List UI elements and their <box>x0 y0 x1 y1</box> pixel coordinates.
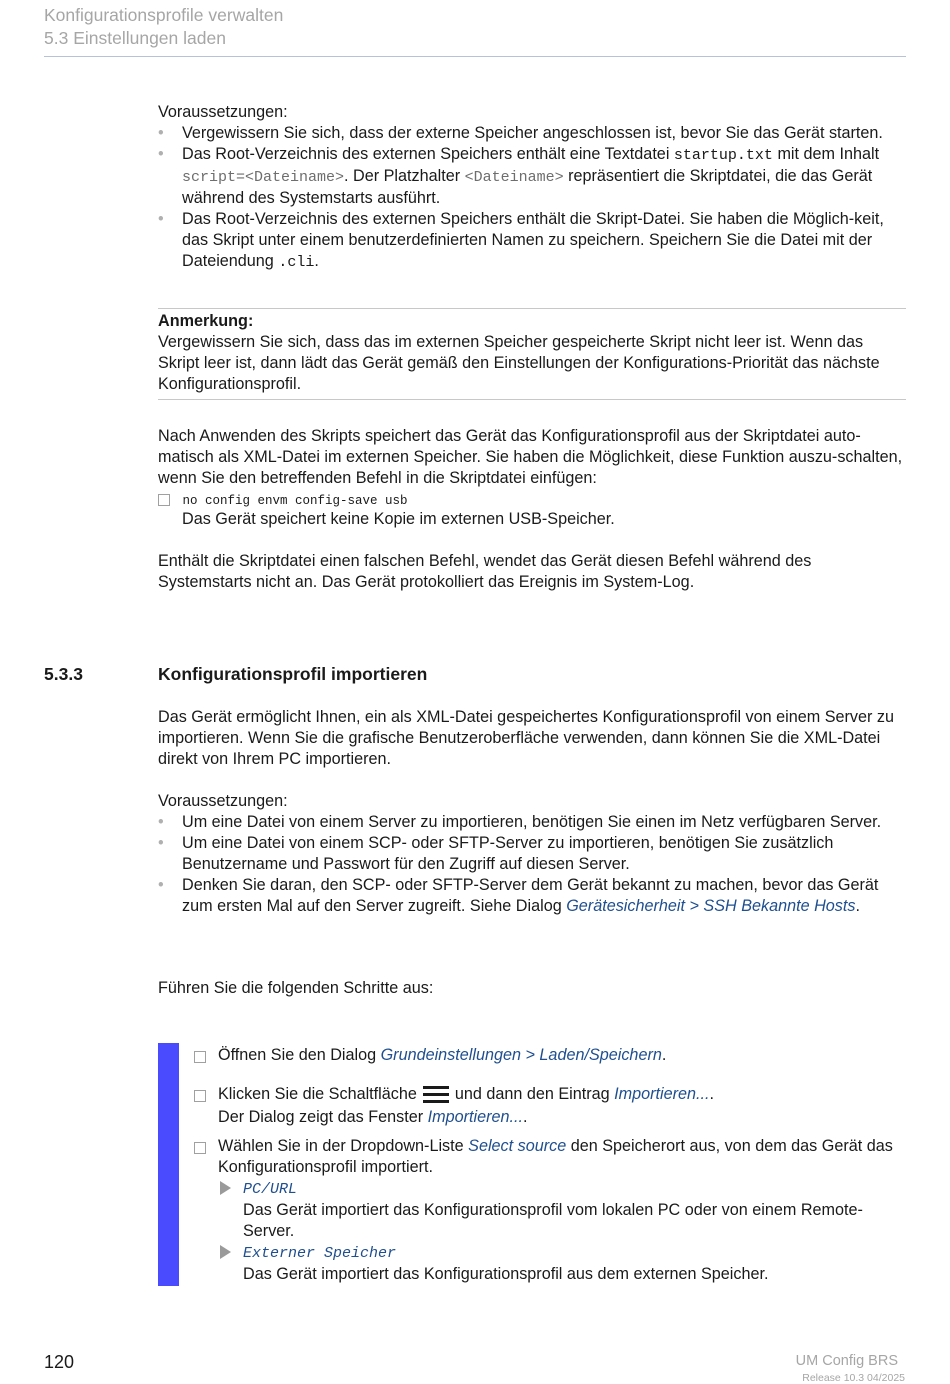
step-3 <box>194 1136 906 1285</box>
bullet-icon: • <box>158 813 164 831</box>
paragraph-text: Nach Anwenden des Skripts speichert das Gerät das Konfigurationsprofil aus der Skriptdatei auto-matisch als XML-Datei im externen Speicher. Sie haben die Möglichkeit, diese Funktion auszu-schalten, wenn Sie den betreffenden Befehl in die Skriptdatei einfügen: <box>158 427 903 487</box>
option-description: Das Gerät importiert das Konfigurationsprofil aus dem externen Speicher. <box>243 1265 769 1283</box>
list-item <box>158 209 908 273</box>
checkbox-icon <box>158 494 170 506</box>
text-span: . <box>855 897 860 915</box>
code-startup-txt: startup.txt <box>673 147 773 164</box>
wrong-command-paragraph <box>158 551 908 593</box>
text-span: und dann den Eintrag <box>454 1085 615 1103</box>
triangle-right-icon <box>220 1181 231 1195</box>
select-source-dropdown[interactable]: Select source <box>468 1137 567 1155</box>
code-script-content: script=<Dateiname> <box>182 169 345 186</box>
list-item-text: Um eine Datei von einem SCP- oder SFTP-Server zu importieren, benötigen Sie zusätzlich Benutzername und Passwort für den Zugriff auf diesen Server. <box>182 834 834 873</box>
bullet-icon: • <box>158 834 164 852</box>
text-span: Denken Sie daran, den SCP- oder SFTP-Server dem Gerät bekannt zu machen, bevor das Gerät zum ersten Mal auf den Server zugreift. Siehe Dialog <box>182 876 879 915</box>
prerequisites-title: Voraussetzungen: <box>158 792 288 810</box>
step-1 <box>194 1045 906 1066</box>
bullet-icon: • <box>158 210 164 228</box>
import-window-link[interactable]: Importieren... <box>427 1108 524 1126</box>
text-span: Das Root-Verzeichnis des externen Speichers enthält eine Textdatei <box>182 145 674 163</box>
header-divider <box>44 56 906 57</box>
list-item-text: Um eine Datei von einem Server zu importieren, benötigen Sie einen im Netz verfügbaren Server. <box>182 813 882 831</box>
note-bottom-rule <box>158 399 906 400</box>
procedure-sidebar-bar <box>158 1043 179 1286</box>
section-number: 5.3.3 <box>44 664 83 684</box>
text-span: mit dem Inhalt <box>772 145 880 163</box>
checkbox-icon <box>194 1051 206 1063</box>
command-code: no config envm config-save usb <box>182 494 408 508</box>
hamburger-menu-icon[interactable] <box>423 1086 449 1104</box>
command-line <box>158 490 408 509</box>
list-item <box>158 833 908 875</box>
list-item <box>158 875 908 917</box>
text-span: . Der Platzhalter <box>344 167 465 185</box>
after-script-paragraph <box>158 426 908 489</box>
prerequisites-block-1 <box>158 102 908 273</box>
bullet-icon: • <box>158 145 164 163</box>
checkbox-icon <box>194 1142 206 1154</box>
bullet-icon: • <box>158 124 164 142</box>
page-number: 120 <box>44 1352 75 1372</box>
option-name: Externer Speicher <box>243 1245 397 1262</box>
step-2 <box>194 1084 906 1128</box>
triangle-right-icon <box>220 1245 231 1259</box>
text-span: Öffnen Sie den Dialog <box>218 1046 381 1064</box>
option-external-storage <box>218 1242 906 1285</box>
section-intro <box>158 707 908 770</box>
list-item-text: Vergewissern Sie sich, dass der externe Speicher angeschlossen ist, bevor Sie das Gerät starten. <box>182 124 883 142</box>
bullet-icon: • <box>158 876 164 894</box>
footer-release: Release 10.3 04/2025 <box>802 1372 905 1384</box>
section-title: Konfigurationsprofil importieren <box>158 664 428 684</box>
footer-document-name: UM Config BRS <box>795 1353 898 1369</box>
text-span: . <box>523 1108 528 1126</box>
text-span: Klicken Sie die Schaltfläche <box>218 1085 417 1103</box>
checkbox-icon <box>194 1090 206 1102</box>
prerequisites-list <box>158 812 908 917</box>
option-name: PC/URL <box>243 1181 298 1198</box>
command-description: Das Gerät speichert keine Kopie im externen USB-Speicher. <box>182 510 615 528</box>
text-span: Wählen Sie in der Dropdown-Liste <box>218 1137 469 1155</box>
import-entry-link[interactable]: Importieren... <box>614 1085 710 1103</box>
running-header-section: 5.3 Einstellungen laden <box>44 28 226 48</box>
list-item <box>158 123 908 144</box>
text-span: . <box>709 1085 715 1103</box>
code-placeholder: <Dateiname> <box>464 169 564 186</box>
text-span: den Speicherort aus, von dem das Gerät das Konfigurationsprofil importiert. <box>218 1137 893 1176</box>
option-description: Das Gerät importiert das Konfigurationsprofil vom lokalen PC oder von einem Remote-Server. <box>243 1201 863 1240</box>
text-span: . <box>314 252 319 270</box>
steps-intro: Führen Sie die folgenden Schritte aus: <box>158 979 434 997</box>
basic-settings-load-save-link[interactable]: Grundeinstellungen > Laden/Speichern <box>380 1046 662 1064</box>
paragraph-text: Das Gerät ermöglicht Ihnen, ein als XML-Datei gespeichertes Konfigurationsprofil von einem Server zu importieren. Wenn Sie die grafische Benutzeroberfläche verwenden, dann können Sie die XML-Datei direkt von Ihrem PC importieren. <box>158 708 894 768</box>
code-cli-extension: .cli <box>278 254 315 271</box>
text-span: repräsentiert die Skriptdatei, die das Gerät während des Systemstarts ausführt. <box>182 167 873 207</box>
note-top-rule <box>158 308 906 309</box>
prerequisites-block-2 <box>158 791 908 917</box>
prerequisites-list <box>158 123 908 273</box>
text-span: Der Dialog zeigt das Fenster <box>218 1108 428 1126</box>
list-item <box>158 144 908 209</box>
prerequisites-title: Voraussetzungen: <box>158 103 288 121</box>
note-title: Anmerkung: <box>158 312 254 330</box>
note-text: Vergewissern Sie sich, dass das im externen Speicher gespeicherte Skript nicht leer ist. Wenn das Skript leer ist, dann lädt das Gerät gemäß den Einstellungen der Konfigurations-Priorität das nächste Konfigurationsprofil. <box>158 333 880 393</box>
note-block <box>158 311 906 395</box>
text-span: . <box>661 1046 667 1064</box>
paragraph-text: Enthält die Skriptdatei einen falschen Befehl, wendet das Gerät diesen Befehl während des Systemstarts nicht an. Das Gerät protokolliert das Ereignis im System-Log. <box>158 552 812 591</box>
ssh-known-hosts-link[interactable]: Gerätesicherheit > SSH Bekannte Hosts <box>566 897 856 915</box>
text-span: Das Root-Verzeichnis des externen Speichers enthält die Skript-Datei. Sie haben die Möglich-keit, das Skript unter einem benutzerdefinierten Namen zu speichern. Speichern Sie die Datei mit der Dateiendung <box>182 210 884 270</box>
option-pc-url <box>218 1178 906 1242</box>
list-item <box>158 812 908 833</box>
running-header-chapter: Konfigurationsprofile verwalten <box>44 5 284 25</box>
